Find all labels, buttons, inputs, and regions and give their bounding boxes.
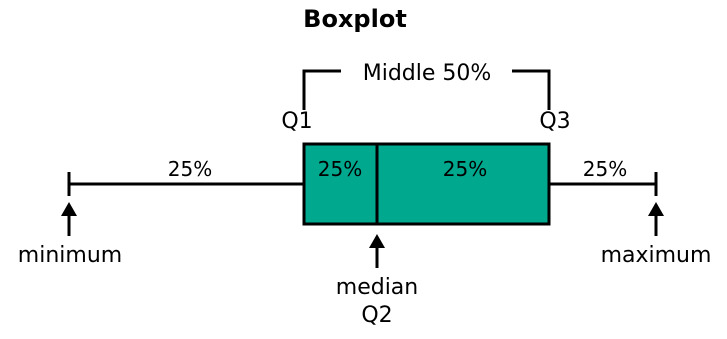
bracket-right-arm: [512, 71, 549, 110]
interquartile-box: [304, 144, 549, 224]
minimum-label: minimum: [17, 243, 123, 268]
maximum-label: maximum: [600, 243, 712, 268]
percent-label-box-left: 25%: [317, 157, 363, 181]
q2-label: Q2: [361, 303, 393, 328]
q3-label: Q3: [539, 109, 571, 134]
percent-label-left-whisker: 25%: [167, 157, 213, 181]
q1-label: Q1: [281, 109, 313, 134]
diagram-title: Boxplot: [303, 5, 407, 33]
median-label: median: [335, 275, 419, 300]
bracket-left-arm: [304, 71, 341, 110]
maximum-arrow: [648, 202, 664, 236]
percent-label-box-right: 25%: [442, 157, 488, 181]
bracket-label: Middle 50%: [362, 61, 492, 86]
minimum-arrow: [61, 202, 77, 236]
percent-label-right-whisker: 25%: [582, 157, 628, 181]
median-arrow: [369, 234, 385, 268]
